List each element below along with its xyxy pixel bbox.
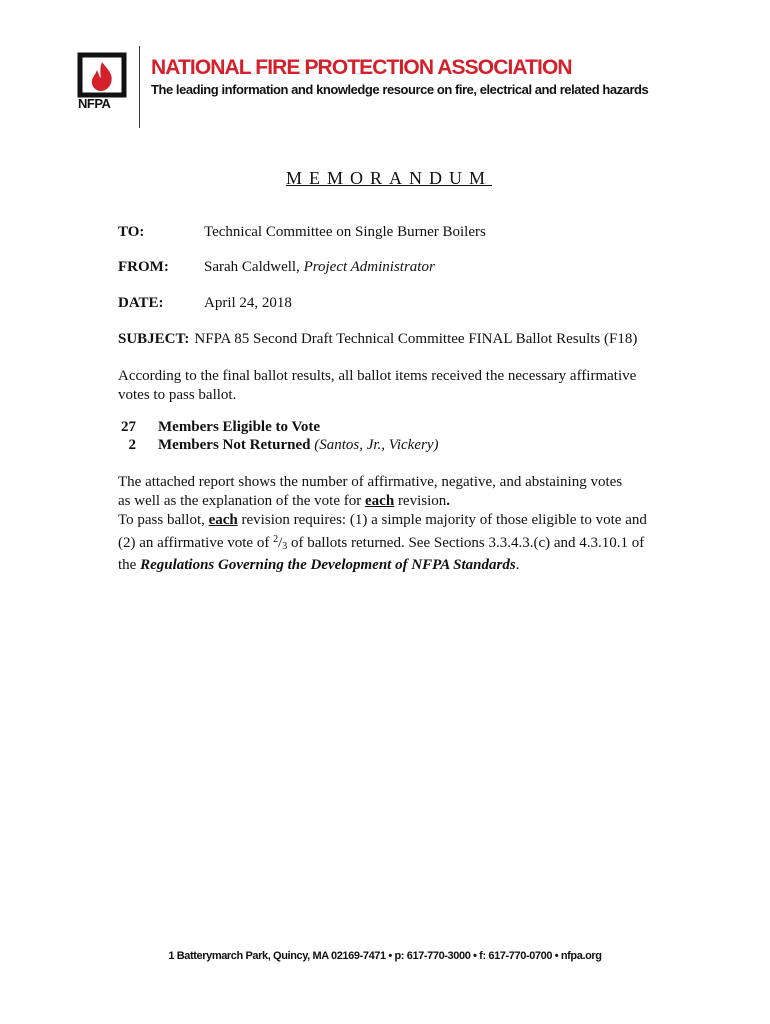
intro-line: votes to pass ballot. xyxy=(118,387,237,403)
subject-label: SUBJECT: xyxy=(118,331,190,347)
emphasis-each: each xyxy=(365,493,395,509)
not-returned-row xyxy=(158,437,438,454)
fraction-slash: / xyxy=(278,535,283,551)
intro-line: According to the final ballot results, all ballot items received the necessary affirmative xyxy=(118,368,637,384)
memo-title: MEMORANDUM xyxy=(286,168,493,188)
not-returned-label: Members Not Returned xyxy=(158,437,311,453)
date-value: April 24, 2018 xyxy=(204,295,292,311)
fraction-denominator: 3 xyxy=(282,541,288,552)
nfpa-logo-icon xyxy=(77,52,129,110)
from-role: Project Administrator xyxy=(303,259,435,275)
to-value: Technical Committee on Single Burner Boilers xyxy=(204,224,486,240)
footer-address: 1 Batterymarch Park, Quincy, MA 02169-7471 • p: 617-770-3000 • f: 617-770-0700 • nfpa.org xyxy=(168,950,602,962)
header-divider xyxy=(139,46,140,128)
not-returned-names: (Santos, Jr., Vickery) xyxy=(314,437,439,453)
from-name: Sarah Caldwell, xyxy=(204,259,300,275)
regulations-title: Regulations Governing the Development of NFPA Standards xyxy=(140,557,516,573)
pass-line: the Regulations Governing the Development of NFPA Standards. xyxy=(118,557,520,573)
report-paragraph xyxy=(118,473,647,575)
report-line: The attached report shows the number of affirmative, negative, and abstaining votes xyxy=(118,474,623,490)
organization-tagline: The leading information and knowledge resource on fire, electrical and related hazards xyxy=(151,82,649,97)
date-label: DATE: xyxy=(118,295,164,311)
from-label: FROM: xyxy=(118,259,169,275)
fraction-numerator: 2 xyxy=(273,534,279,545)
intro-paragraph xyxy=(118,367,636,405)
pass-line: (2) an affirmative vote of $^2/_3$ of ballots returned. See Sections 3.3.4.3.(c) and 4.3.10.1 of xyxy=(118,534,645,552)
from-value xyxy=(204,259,435,276)
subject-row xyxy=(118,331,637,348)
report-line: as well as the explanation of the vote for each revision. xyxy=(118,493,451,509)
logo-text: NFPA xyxy=(78,96,111,110)
eligible-label: Members Eligible to Vote xyxy=(158,419,321,435)
organization-name: NATIONAL FIRE PROTECTION ASSOCIATION xyxy=(151,56,572,79)
to-label: TO: xyxy=(118,224,145,240)
subject-value: NFPA 85 Second Draft Technical Committee FINAL Ballot Results (F18) xyxy=(194,331,638,347)
pass-line: To pass ballot, each revision requires: (1) a simple majority of those eligible to vote and xyxy=(118,512,647,528)
eligible-row xyxy=(158,419,320,436)
not-returned-count: 2 xyxy=(128,437,136,453)
eligible-count: 27 xyxy=(121,419,136,435)
emphasis-each-2: each xyxy=(208,512,238,528)
